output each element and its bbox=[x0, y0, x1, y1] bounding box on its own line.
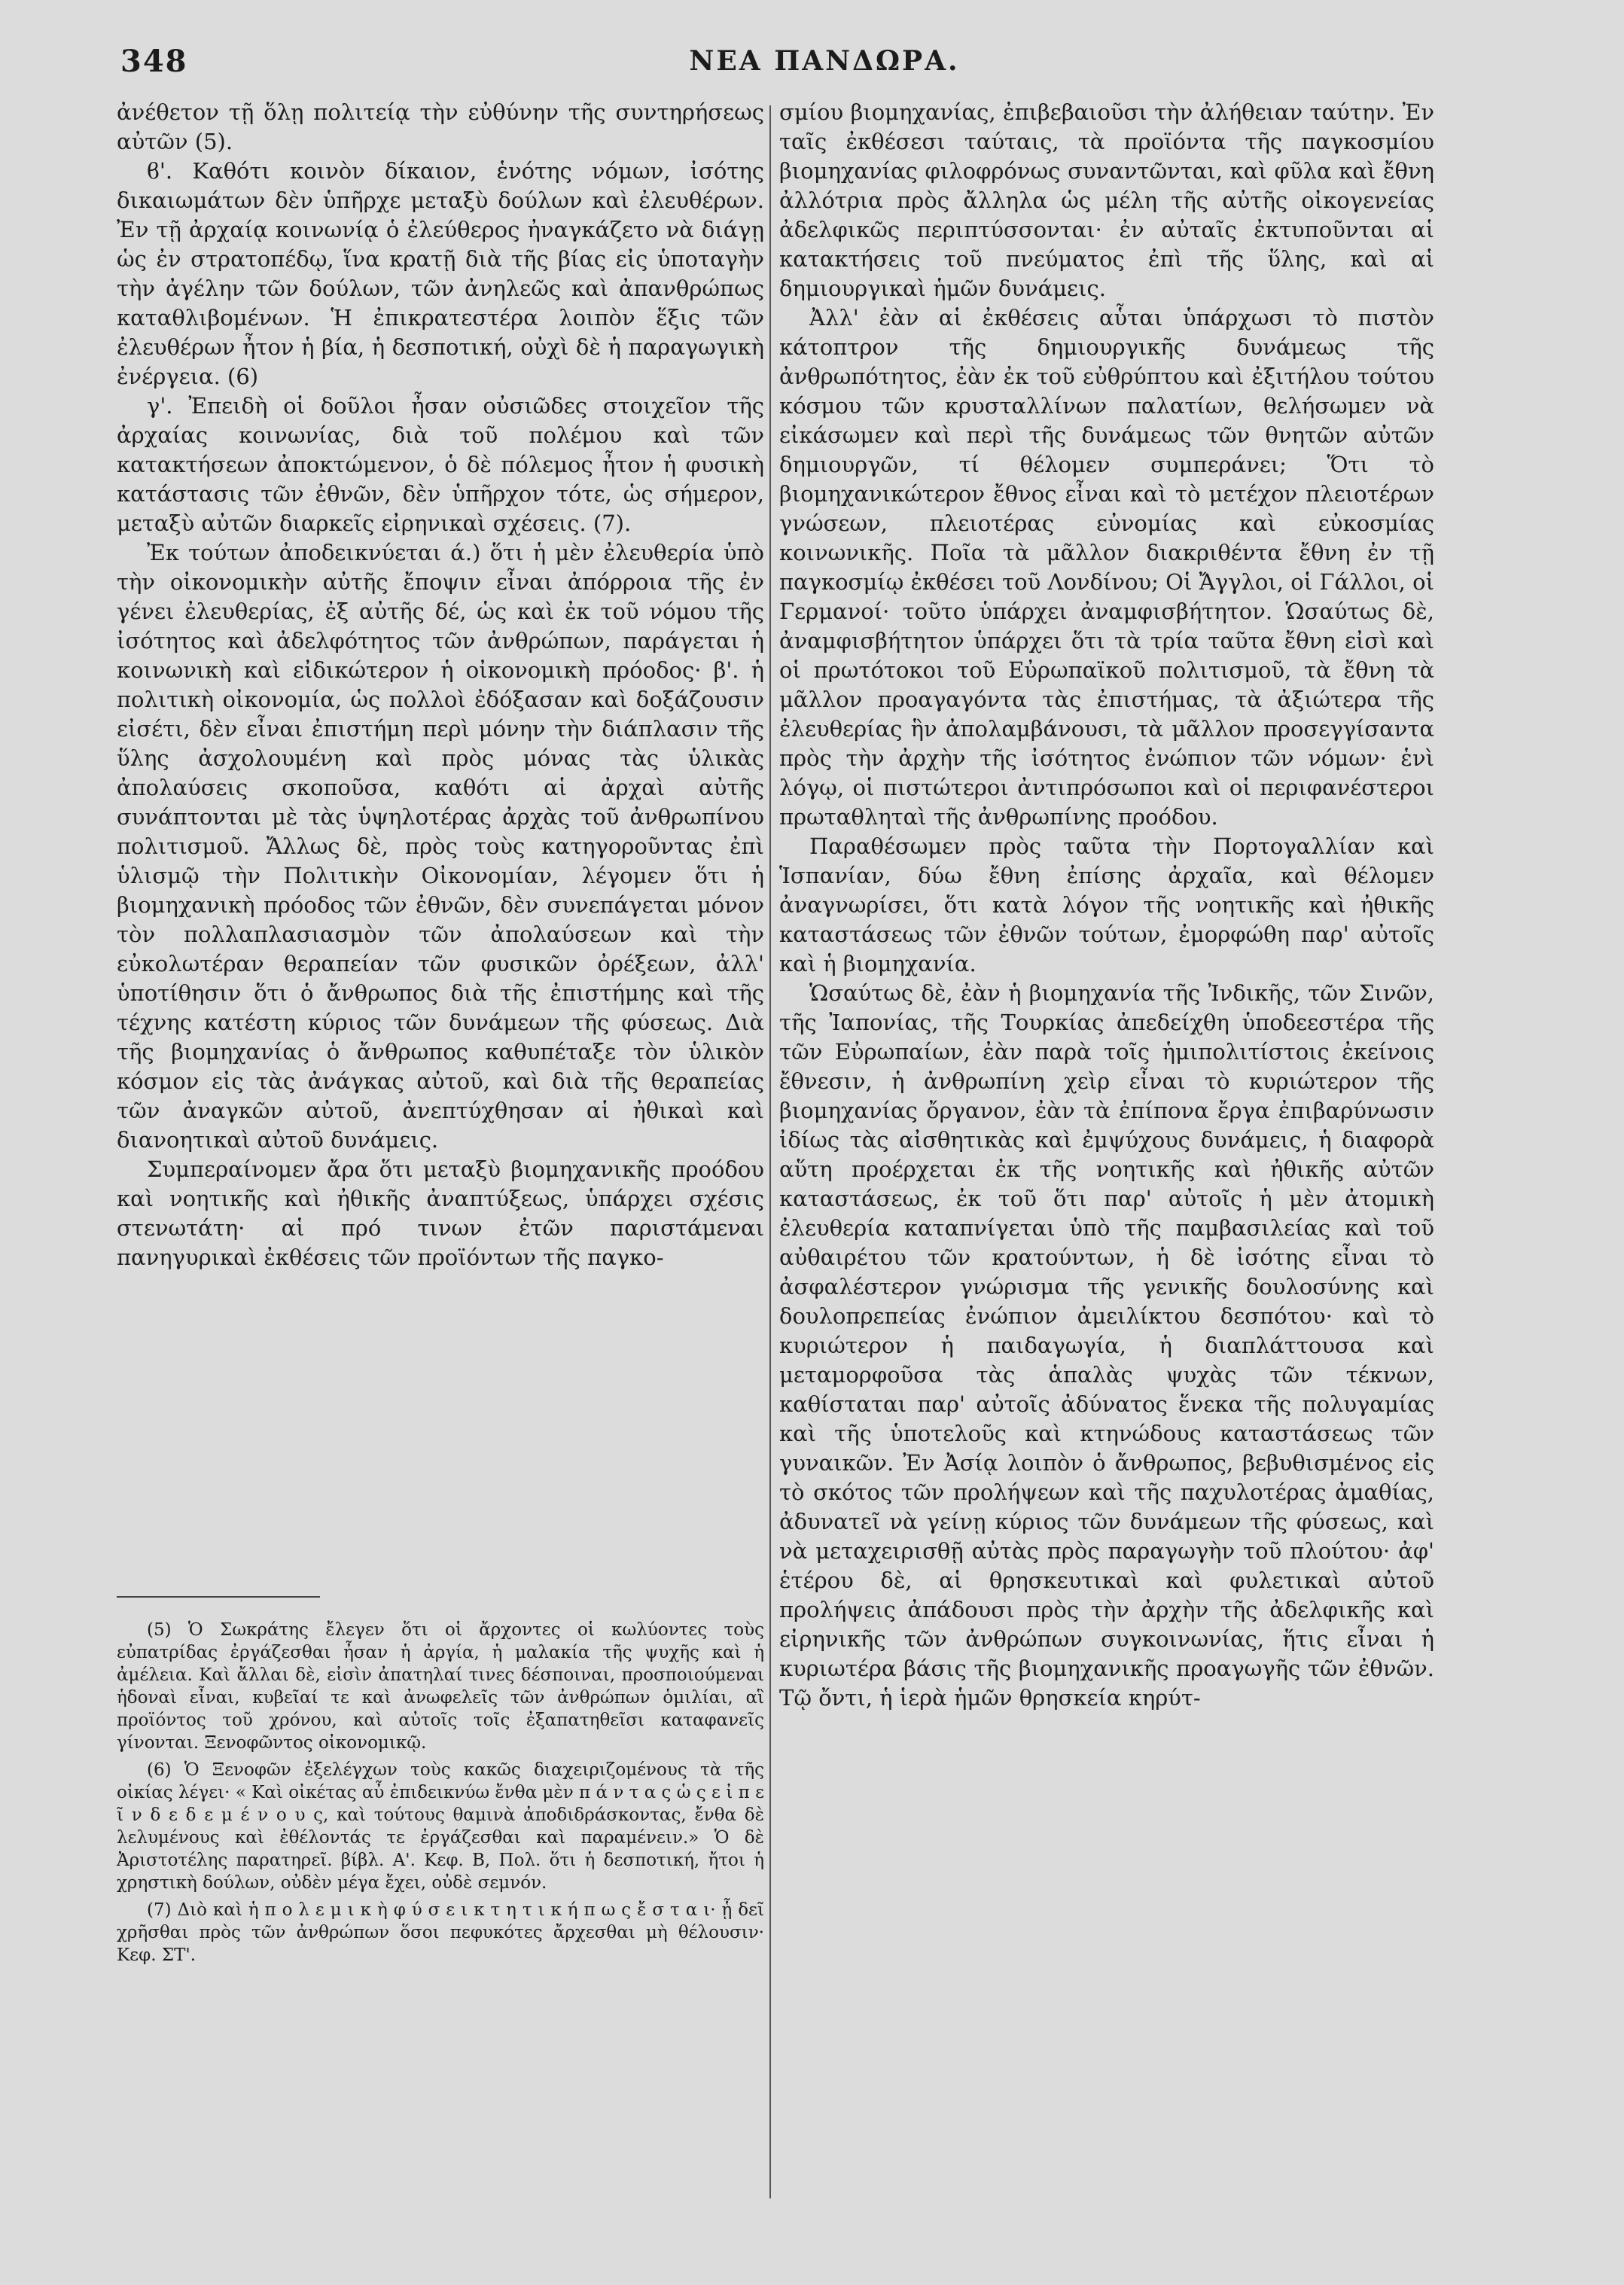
paragraph: γ'. Ἐπειδὴ οἱ δοῦλοι ἦσαν οὐσιῶδες στοιχεῖον τῆς ἀρχαίας κοινωνίας, διὰ τοῦ πολέμου καὶ τῶν κατακτήσεων ἀποκτώμενον, ὁ δὲ πόλεμος ἦτον ἡ φυσικὴ κατάστασις τῶν ἐθνῶν, δὲν ὑπῆρχον τότε, ὡς σήμερον, μεταξὺ αὐτῶν διαρκεῖς εἰρηνικαὶ σχέσεις. (7). bbox=[117, 393, 764, 536]
right-column bbox=[779, 98, 1434, 1713]
page-header bbox=[120, 44, 1528, 89]
footnote: (6) Ὁ Ξενοφῶν ἐξελέγχων τοὺς κακῶς διαχειριζομένους τὰ τῆς οἰκίας λέγει· « Καὶ οἰκέτας αὖ ἐπιδεικνύω ἔνθα μὲν π ά ν τ α ς ὡ ς ε ἰ π ε ῖ ν δ ε δ ε μ έ ν ο υ ς, καὶ τούτους θαμινὰ ἀποδιδράσκοντας, ἔνθα δὲ λελυμένους καὶ ἐθέλοντάς τε ἐργάζεσθαι καὶ παραμένειν.» Ὁ δὲ Ἀριστοτέλης παρατηρεῖ. βίβλ. Α'. Κεφ. Β, Πολ. ὅτι ἡ δεσποτική, ἤτοι ἡ χρηστικὴ δούλων, οὐδὲν μέγα ἔχει, οὐδὲ σεμνόν. bbox=[117, 1760, 764, 1893]
paragraph: σμίου βιομηχανίας, ἐπιβεβαιοῦσι τὴν ἀλήθειαν ταύτην. Ἐν ταῖς ἐκθέσεσι ταύταις, τὰ προϊόντα τῆς παγκοσμίου βιομηχανίας φιλοφρόνως συναντῶνται, καὶ φῦλα καὶ ἔθνη ἀλλότρια πρὸς ἄλληλα ὡς μέλη τῆς αὐτῆς οἰκογενείας ἀδελφικῶς περιπτύσσονται· ἐν αὐταῖς ἐκτυποῦνται αἱ κατακτήσεις τοῦ πνεύματος ἐπὶ τῆς ὕλης, καὶ αἱ δημιουργικαὶ ἡμῶν δυνάμεις. bbox=[779, 99, 1434, 301]
paragraph: Ἀλλ' ἐὰν αἱ ἐκθέσεις αὗται ὑπάρχωσι τὸ πιστὸν κάτοπτρον τῆς δημιουργικῆς δυνάμεως τῆς ἀνθρωπότητος, ἐὰν ἐκ τοῦ εὐθρύπτου καὶ ἐξιτήλου τούτου κόσμου τῶν κρυσταλλίνων παλατίων, θελήσωμεν νὰ εἰκάσωμεν καὶ περὶ τῆς δυνάμεως τῶν θνητῶν αὐτῶν δημιουργῶν, τί θέλομεν συμπεράνει; Ὅτι τὸ βιομηχανικώτερον ἔθνος εἶναι καὶ τὸ μετέχον πλειοτέρων γνώσεων, πλειοτέρας εὐνομίας καὶ εὐκοσμίας κοινωνικῆς. Ποῖα τὰ μᾶλλον διακριθέντα ἔθνη ἐν τῇ παγκοσμίῳ ἐκθέσει τοῦ Λονδίνου; Οἱ Ἄγγλοι, οἱ Γάλλοι, οἱ Γερμανοί· τοῦτο ὑπάρχει ἀναμφισβήτητον. Ὡσαύτως δὲ, ἀναμφισβήτητον ὑπάρχει ὅτι τὰ τρία ταῦτα ἔθνη εἰσὶ καὶ οἱ πρωτότοκοι τοῦ Εὐρωπαϊκοῦ πολιτισμοῦ, τὰ ἔθνη τὰ μᾶλλον προαγαγόντα τὰς ἐπιστήμας, τὰ ἀξιώτερα τῆς ἐλευθερίας ἣν ἀπολαμβάνουσι, τὰ μᾶλλον προσεγγίσαντα πρὸς τὴν ἀρχὴν τῆς ἰσότητος ἐνώπιον τῶν νόμων· ἑνὶ λόγῳ, οἱ πιστώτεροι ἀντιπρόσωποι καὶ οἱ περιφανέστεροι πρωταθληταὶ τῆς ἀνθρωπίνης προόδου. bbox=[779, 305, 1434, 830]
paragraph: Συμπεραίνομεν ἄρα ὅτι μεταξὺ βιομηχανικῆς προόδου καὶ νοητικῆς καὶ ἠθικῆς ἀναπτύξεως, ὑπάρχει σχέσις στενωτάτη· αἱ πρό τινων ἐτῶν παριστάμεναι πανηγυρικαὶ ἐκθέσεις τῶν προϊόντων τῆς παγκο- bbox=[117, 1156, 764, 1270]
footnote-rule bbox=[117, 1596, 320, 1598]
left-column bbox=[117, 98, 764, 1272]
column-divider bbox=[769, 105, 771, 2198]
page-number: 348 bbox=[120, 44, 188, 79]
paragraph: Παραθέσωμεν πρὸς ταῦτα τὴν Πορτογαλλίαν καὶ Ἱσπανίαν, δύω ἔθνη ἐπίσης ἀρχαῖα, καὶ θέλομεν ἀναγνωρίσει, ὅτι κατὰ λόγον τῆς νοητικῆς καὶ ἠθικῆς καταστάσεως τῶν ἐθνῶν τούτων, ἐμορφώθη παρ' αὐτοῖς καὶ ἡ βιομηχανία. bbox=[779, 833, 1434, 976]
footnote: (5) Ὁ Σωκράτης ἔλεγεν ὅτι οἱ ἄρχοντες οἱ κωλύοντες τοὺς εὐπατρίδας ἐργάζεσθαι ἦσαν ἡ ἀργία, ἡ μαλακία τῆς ψυχῆς καὶ ἡ ἀμέλεια. Καὶ ἄλλαι δὲ, εἰσὶν ἀπατηλαί τινες δέσποιναι, προσποιούμεναι ἡδοναὶ εἶναι, κυβεῖαί τε καὶ ἀνωφελεῖς τῶν ἀνθρώπων ὁμιλίαι, αἳ προϊόντος τοῦ χρόνου, καὶ αὐτοῖς τοῖς ἐξαπατηθεῖσι καταφανεῖς γίνονται. Ξενοφῶντος οἰκονομικῷ. bbox=[117, 1620, 764, 1753]
paragraph: ἀνέθετον τῇ ὅλῃ πολιτείᾳ τὴν εὐθύνην τῆς συντηρήσεως αὐτῶν (5). bbox=[117, 99, 764, 154]
paragraph: Ὡσαύτως δὲ, ἐὰν ἡ βιομηχανία τῆς Ἰνδικῆς, τῶν Σινῶν, τῆς Ἰαπονίας, τῆς Τουρκίας ἀπεδείχθη ὑποδεεστέρα τῆς τῶν Εὐρωπαίων, ἐὰν παρὰ τοῖς ἡμιπολιτίστοις ἐκείνοις ἔθνεσιν, ἡ ἀνθρωπίνη χεὶρ εἶναι τὸ κυριώτερον τῆς βιομηχανίας ὄργανον, ἐὰν τὰ ἐπίπονα ἔργα ἐπιβαρύνωσιν ἰδίως τὰς αἰσθητικὰς καὶ ἐμψύχους δυνάμεις, ἡ διαφορὰ αὕτη προέρχεται ἐκ τῆς νοητικῆς καὶ ἠθικῆς αὐτῶν καταστάσεως, ἐκ τοῦ ὅτι παρ' αὐτοῖς ἡ μὲν ἀτομικὴ ἐλευθερία καταπνίγεται ὑπὸ τῆς παμβασιλείας καὶ τοῦ αὐθαιρέτου τῶν κρατούντων, ἡ δὲ ἰσότης εἶναι τὸ ἀσφαλέστερον γνώρισμα τῆς γενικῆς δουλοσύνης καὶ δουλοπρεπείας ἐνώπιον ἀμειλίκτου δεσπότου· καὶ τὸ κυριώτερον ἡ παιδαγωγία, ἡ διαπλάττουσα καὶ μεταμορφοῦσα τὰς ἁπαλὰς ψυχὰς τῶν τέκνων, καθίσταται παρ' αὐτοῖς ἀδύνατος ἕνεκα τῆς πολυγαμίας καὶ τῆς ὑποτελοῦς καὶ κτηνώδους καταστάσεως τῶν γυναικῶν. Ἐν Ἀσίᾳ λοιπὸν ὁ ἄνθρωπος, βεβυθισμένος εἰς τὸ σκότος τῶν προλήψεων καὶ τῆς παχυλοτέρας ἀμαθίας, ἀδυνατεῖ νὰ γείνῃ κύριος τῶν δυνάμεων τῆς φύσεως, καὶ νὰ μεταχειρισθῇ αὐτὰς πρὸς παραγωγὴν τοῦ πλούτου· ἀφ' ἑτέρου δὲ, αἱ θρησκευτικαὶ καὶ φυλετικαὶ αὐτοῦ προλήψεις ἀπάδουσι πρὸς τὴν ἀρχὴν τῆς ἀδελφικῆς καὶ εἰρηνικῆς τῶν ἀνθρώπων συγκοινωνίας, ἥτις εἶναι ἡ κυριωτέρα βάσις τῆς βιομηχανικῆς προαγωγῆς τῶν ἐθνῶν. Τῷ ὄντι, ἡ ἱερὰ ἡμῶν θρησκεία κηρύτ- bbox=[779, 980, 1434, 1711]
running-title: ΝΕΑ ΠΑΝΔΩΡΑ. bbox=[689, 45, 960, 77]
footnotes bbox=[117, 1596, 764, 1971]
paragraph: ϐ'. Καθότι κοινὸν δίκαιον, ἑνότης νόμων, ἰσότης δικαιωμάτων δὲν ὑπῆρχε μεταξὺ δούλων καὶ ἐλευθέρων. Ἐν τῇ ἀρχαίᾳ κοινωνίᾳ ὁ ἐλεύθερος ἠναγκάζετο νὰ διάγῃ ὡς ἐν στρατοπέδῳ, ἵνα κρατῇ διὰ τῆς βίας εἰς ὑποταγὴν τὴν ἀγέλην τῶν δούλων, τῶν ἀνηλεῶς καὶ ἀπανθρώπως καταθλιβομένων. Ἡ ἐπικρατεστέρα λοιπὸν ἕξις τῶν ἐλευθέρων ἦτον ἡ βία, ἡ δεσποτική, οὐχὶ δὲ ἡ παραγωγικὴ ἐνέργεια. (6) bbox=[117, 158, 764, 389]
paragraph: Ἐκ τούτων ἀποδεικνύεται ά.) ὅτι ἡ μὲν ἐλευθερία ὑπὸ τὴν οἰκονομικὴν αὐτῆς ἔποψιν εἶναι ἀπόρροια τῆς ἐν γένει ἐλευθερίας, ἐξ αὐτῆς δέ, ὡς καὶ ἐκ τοῦ νόμου τῆς ἰσότητος καὶ ἀδελφότητος τῶν ἀνθρώπων, παράγεται ἡ κοινωνικὴ καὶ εἰδικώτερον ἡ οἰκονομικὴ πρόοδος· β'. ἡ πολιτικὴ οἰκονομία, ὡς πολλοὶ ἐδόξασαν καὶ δοξάζουσιν εἰσέτι, δὲν εἶναι ἐπιστήμη περὶ μόνην τὴν διάπλασιν τῆς ὕλης ἀσχολουμένη καὶ πρὸς μόνας τὰς ὑλικὰς ἀπολαύσεις σκοποῦσα, καθότι αἱ ἀρχαὶ αὐτῆς συνάπτονται μὲ τὰς ὑψηλοτέρας ἀρχὰς τοῦ ἀνθρωπίνου πολιτισμοῦ. Ἄλλως δὲ, πρὸς τοὺς κατηγοροῦντας ἐπὶ ὑλισμῷ τὴν Πολιτικὴν Οἰκονομίαν, λέγομεν ὅτι ἡ βιομηχανικὴ πρόοδος τῶν ἐθνῶν, δὲν συνεπάγεται μόνον τὸν πολλαπλασιασμὸν τῶν ἀπολαύσεων καὶ τὴν εὐκολωτέραν θεραπείαν τῶν φυσικῶν ὀρέξεων, ἀλλ' ὑποτίθησιν ὅτι ὁ ἄνθρωπος διὰ τῆς ἐπιστήμης καὶ τῆς τέχνης κατέστη κύριος τῶν δυνάμεων τῆς φύσεως. Διὰ τῆς βιομηχανίας ὁ ἄνθρωπος καθυπέταξε τὸν ὑλικὸν κόσμον εἰς τὰς ἀνάγκας αὐτοῦ, καὶ διὰ τῆς θεραπείας τῶν ἀναγκῶν αὐτοῦ, ἀνεπτύχθησαν αἱ ἠθικαὶ καὶ διανοητικαὶ αὐτοῦ δυνάμεις. bbox=[117, 540, 764, 1153]
footnote: (7) Διὸ καὶ ἡ π ο λ ε μ ι κ ὴ φ ύ σ ε ι κ τ η τ ι κ ή π ω ς ἔ σ τ α ι· ᾗ δεῖ χρῆσθαι πρὸς τῶν ἀνθρώπων ὅσοι πεφυκότες ἄρχεσθαι μὴ θέλουσιν· Κεφ. ΣΤ'. bbox=[117, 1900, 764, 1965]
